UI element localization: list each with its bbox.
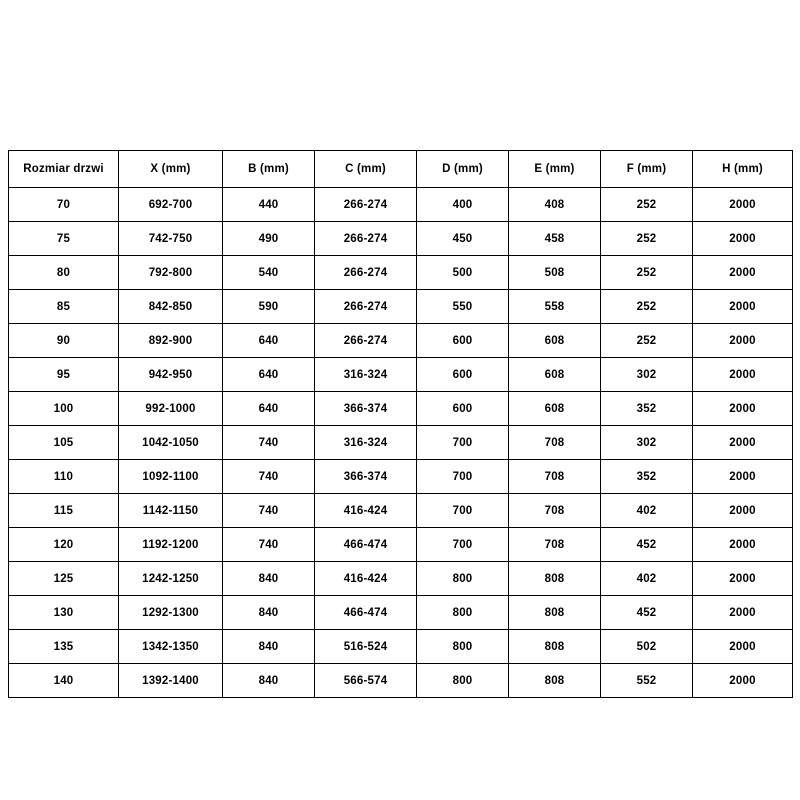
cell-c: 316-324 bbox=[315, 426, 417, 460]
cell-f: 352 bbox=[601, 460, 693, 494]
cell-b: 740 bbox=[223, 460, 315, 494]
cell-f: 502 bbox=[601, 630, 693, 664]
cell-c: 266-274 bbox=[315, 290, 417, 324]
cell-x: 1192-1200 bbox=[119, 528, 223, 562]
cell-x: 1242-1250 bbox=[119, 562, 223, 596]
cell-h: 2000 bbox=[693, 426, 793, 460]
cell-h: 2000 bbox=[693, 290, 793, 324]
table-row bbox=[9, 426, 793, 460]
cell-d: 800 bbox=[417, 630, 509, 664]
table-header bbox=[9, 151, 793, 188]
table-header-row bbox=[9, 151, 793, 188]
cell-f: 252 bbox=[601, 324, 693, 358]
cell-size: 115 bbox=[9, 494, 119, 528]
cell-b: 740 bbox=[223, 426, 315, 460]
cell-f: 352 bbox=[601, 392, 693, 426]
cell-e: 708 bbox=[509, 426, 601, 460]
cell-h: 2000 bbox=[693, 222, 793, 256]
cell-b: 540 bbox=[223, 256, 315, 290]
cell-e: 708 bbox=[509, 494, 601, 528]
table-body bbox=[9, 188, 793, 698]
cell-b: 840 bbox=[223, 596, 315, 630]
cell-b: 840 bbox=[223, 562, 315, 596]
cell-size: 95 bbox=[9, 358, 119, 392]
cell-size: 75 bbox=[9, 222, 119, 256]
cell-size: 135 bbox=[9, 630, 119, 664]
cell-d: 700 bbox=[417, 528, 509, 562]
cell-e: 808 bbox=[509, 596, 601, 630]
cell-b: 740 bbox=[223, 494, 315, 528]
cell-x: 1092-1100 bbox=[119, 460, 223, 494]
cell-b: 640 bbox=[223, 358, 315, 392]
cell-b: 440 bbox=[223, 188, 315, 222]
cell-x: 1392-1400 bbox=[119, 664, 223, 698]
cell-b: 840 bbox=[223, 630, 315, 664]
door-size-table bbox=[8, 150, 793, 698]
size-table-container bbox=[8, 150, 792, 698]
column-header-c: C (mm) bbox=[315, 151, 417, 188]
cell-c: 466-474 bbox=[315, 528, 417, 562]
cell-h: 2000 bbox=[693, 494, 793, 528]
cell-f: 252 bbox=[601, 290, 693, 324]
cell-h: 2000 bbox=[693, 392, 793, 426]
cell-d: 600 bbox=[417, 392, 509, 426]
cell-size: 125 bbox=[9, 562, 119, 596]
column-header-b: B (mm) bbox=[223, 151, 315, 188]
cell-h: 2000 bbox=[693, 562, 793, 596]
cell-b: 840 bbox=[223, 664, 315, 698]
cell-c: 266-274 bbox=[315, 256, 417, 290]
cell-size: 120 bbox=[9, 528, 119, 562]
cell-size: 90 bbox=[9, 324, 119, 358]
table-row bbox=[9, 222, 793, 256]
cell-f: 252 bbox=[601, 256, 693, 290]
column-header-x: X (mm) bbox=[119, 151, 223, 188]
cell-c: 416-424 bbox=[315, 562, 417, 596]
cell-x: 792-800 bbox=[119, 256, 223, 290]
cell-x: 742-750 bbox=[119, 222, 223, 256]
cell-d: 800 bbox=[417, 562, 509, 596]
cell-e: 808 bbox=[509, 562, 601, 596]
cell-x: 942-950 bbox=[119, 358, 223, 392]
table-row bbox=[9, 460, 793, 494]
table-row bbox=[9, 664, 793, 698]
cell-b: 640 bbox=[223, 324, 315, 358]
cell-d: 700 bbox=[417, 426, 509, 460]
cell-c: 416-424 bbox=[315, 494, 417, 528]
cell-f: 552 bbox=[601, 664, 693, 698]
cell-f: 252 bbox=[601, 188, 693, 222]
cell-x: 1342-1350 bbox=[119, 630, 223, 664]
cell-d: 800 bbox=[417, 664, 509, 698]
cell-c: 266-274 bbox=[315, 222, 417, 256]
column-header-rozmiar-drzwi: Rozmiar drzwi bbox=[9, 151, 119, 188]
cell-d: 700 bbox=[417, 460, 509, 494]
cell-d: 800 bbox=[417, 596, 509, 630]
table-row bbox=[9, 630, 793, 664]
column-header-d: D (mm) bbox=[417, 151, 509, 188]
table-row bbox=[9, 494, 793, 528]
cell-d: 450 bbox=[417, 222, 509, 256]
cell-d: 550 bbox=[417, 290, 509, 324]
cell-b: 490 bbox=[223, 222, 315, 256]
cell-f: 452 bbox=[601, 528, 693, 562]
cell-h: 2000 bbox=[693, 324, 793, 358]
cell-x: 1042-1050 bbox=[119, 426, 223, 460]
cell-f: 302 bbox=[601, 426, 693, 460]
cell-size: 130 bbox=[9, 596, 119, 630]
cell-h: 2000 bbox=[693, 460, 793, 494]
cell-size: 110 bbox=[9, 460, 119, 494]
cell-d: 600 bbox=[417, 324, 509, 358]
cell-f: 402 bbox=[601, 562, 693, 596]
cell-x: 992-1000 bbox=[119, 392, 223, 426]
table-row bbox=[9, 528, 793, 562]
cell-f: 302 bbox=[601, 358, 693, 392]
cell-e: 608 bbox=[509, 358, 601, 392]
cell-e: 608 bbox=[509, 324, 601, 358]
cell-size: 105 bbox=[9, 426, 119, 460]
cell-size: 80 bbox=[9, 256, 119, 290]
cell-h: 2000 bbox=[693, 256, 793, 290]
cell-e: 808 bbox=[509, 664, 601, 698]
cell-size: 140 bbox=[9, 664, 119, 698]
cell-d: 400 bbox=[417, 188, 509, 222]
cell-f: 402 bbox=[601, 494, 693, 528]
cell-d: 600 bbox=[417, 358, 509, 392]
table-row bbox=[9, 256, 793, 290]
cell-c: 566-574 bbox=[315, 664, 417, 698]
cell-h: 2000 bbox=[693, 528, 793, 562]
cell-e: 608 bbox=[509, 392, 601, 426]
cell-size: 70 bbox=[9, 188, 119, 222]
cell-size: 100 bbox=[9, 392, 119, 426]
table-row bbox=[9, 392, 793, 426]
cell-f: 252 bbox=[601, 222, 693, 256]
cell-x: 842-850 bbox=[119, 290, 223, 324]
cell-h: 2000 bbox=[693, 664, 793, 698]
cell-c: 316-324 bbox=[315, 358, 417, 392]
cell-b: 590 bbox=[223, 290, 315, 324]
cell-e: 708 bbox=[509, 460, 601, 494]
cell-c: 466-474 bbox=[315, 596, 417, 630]
cell-x: 892-900 bbox=[119, 324, 223, 358]
cell-c: 266-274 bbox=[315, 324, 417, 358]
cell-e: 508 bbox=[509, 256, 601, 290]
cell-h: 2000 bbox=[693, 358, 793, 392]
cell-f: 452 bbox=[601, 596, 693, 630]
cell-b: 640 bbox=[223, 392, 315, 426]
cell-x: 692-700 bbox=[119, 188, 223, 222]
cell-c: 516-524 bbox=[315, 630, 417, 664]
cell-x: 1292-1300 bbox=[119, 596, 223, 630]
cell-c: 366-374 bbox=[315, 460, 417, 494]
table-row bbox=[9, 324, 793, 358]
cell-e: 708 bbox=[509, 528, 601, 562]
table-row bbox=[9, 596, 793, 630]
table-row bbox=[9, 290, 793, 324]
table-row bbox=[9, 188, 793, 222]
table-row bbox=[9, 358, 793, 392]
table-row bbox=[9, 562, 793, 596]
column-header-h: H (mm) bbox=[693, 151, 793, 188]
cell-h: 2000 bbox=[693, 630, 793, 664]
cell-d: 700 bbox=[417, 494, 509, 528]
cell-d: 500 bbox=[417, 256, 509, 290]
cell-h: 2000 bbox=[693, 596, 793, 630]
cell-h: 2000 bbox=[693, 188, 793, 222]
cell-e: 408 bbox=[509, 188, 601, 222]
cell-c: 366-374 bbox=[315, 392, 417, 426]
cell-c: 266-274 bbox=[315, 188, 417, 222]
cell-x: 1142-1150 bbox=[119, 494, 223, 528]
cell-e: 458 bbox=[509, 222, 601, 256]
cell-size: 85 bbox=[9, 290, 119, 324]
cell-e: 808 bbox=[509, 630, 601, 664]
cell-b: 740 bbox=[223, 528, 315, 562]
cell-e: 558 bbox=[509, 290, 601, 324]
column-header-e: E (mm) bbox=[509, 151, 601, 188]
column-header-f: F (mm) bbox=[601, 151, 693, 188]
